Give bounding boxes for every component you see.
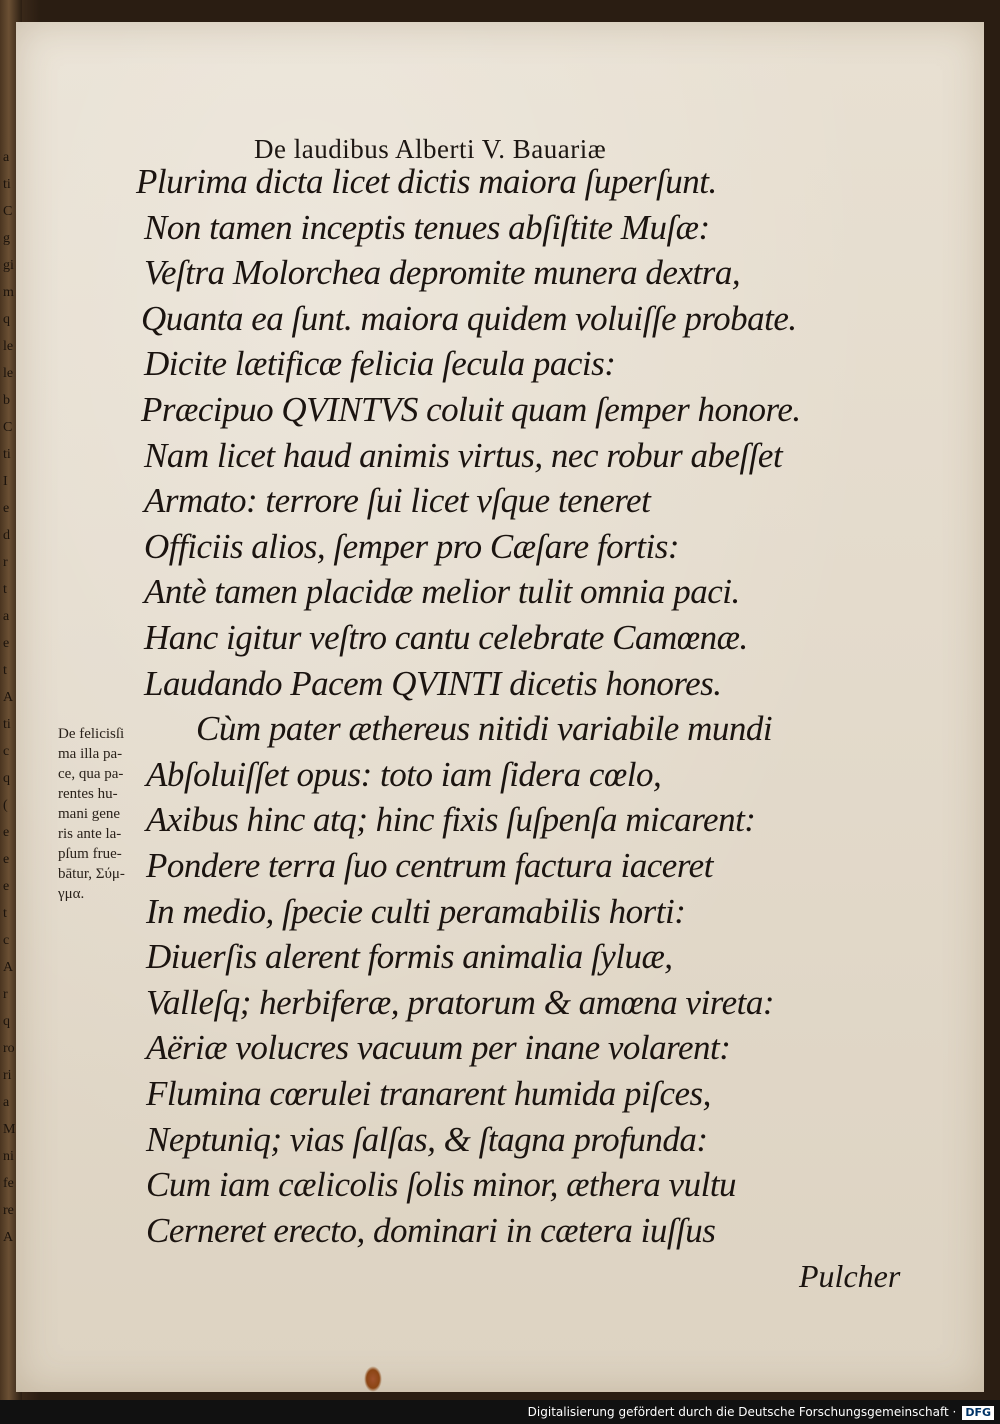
verse-line: Plurima dicta licet dictis maiora ſuperſunt. <box>136 162 717 201</box>
adjacent-page-fragment: e <box>3 501 10 516</box>
adjacent-page-fragment: c <box>3 744 10 759</box>
adjacent-page-fragment: t <box>3 906 7 921</box>
verse-line: Hanc igitur veſtro cantu celebrate Camœnæ. <box>144 618 748 657</box>
digitization-footer <box>0 1400 1000 1424</box>
marginal-note-line: De felicisſi <box>58 726 125 742</box>
adjacent-page-fragment: m <box>3 285 14 300</box>
adjacent-page-fragment: A <box>3 690 14 705</box>
verse-line: Non tamen inceptis tenues abſiſtite Muſæ: <box>144 207 710 247</box>
adjacent-page-fragment: ti <box>3 177 11 192</box>
adjacent-page-fragment: q <box>3 312 10 327</box>
adjacent-page-fragment: r <box>3 987 8 1002</box>
marginal-note-line: ma illa pa- <box>58 746 123 762</box>
adjacent-page-fragment: r <box>3 555 8 570</box>
marginal-note-line: rentes hu- <box>58 786 118 802</box>
marginal-note-line: γμα. <box>58 886 85 902</box>
adjacent-page-fragment: le <box>3 366 14 381</box>
verse-line: Officiis alios, ſemper pro Cæſare fortis: <box>144 526 679 566</box>
adjacent-page-fragment: ( <box>3 798 8 813</box>
verse-line: Antè tamen placidæ melior tulit omnia paci. <box>144 572 740 612</box>
verse-line: Armato: terrore ſui licet vſque teneret <box>144 481 651 521</box>
verse-line: Flumina cœrulei tranarent humida piſces, <box>146 1074 711 1113</box>
verse-line: Neptuniq; vias ſalſas, & ſtagna profunda: <box>146 1119 708 1159</box>
verse-line: Quanta ea ſunt. maiora quidem voluiſſe probate. <box>141 298 797 338</box>
running-header: De laudibus Alberti V. Bauariæ <box>254 134 607 164</box>
dfg-logo-icon: DFG <box>962 1406 994 1420</box>
verse-line: Cum iam cælicolis ſolis minor, æthera vultu <box>146 1165 737 1205</box>
verse-line: Abſoluiſſet opus: toto iam ſidera cœlo, <box>146 754 662 794</box>
adjacent-page-fragment: g <box>3 231 10 246</box>
adjacent-page-fragment: ni <box>3 1149 14 1164</box>
adjacent-page-fragment: q <box>3 771 10 786</box>
adjacent-page-fragment: ro <box>3 1041 15 1056</box>
adjacent-page-fragment: ri <box>3 1068 12 1083</box>
verse-line: Cerneret erecto, dominari in cætera iuſſus <box>146 1210 716 1250</box>
adjacent-page-fragment: ti <box>3 447 11 462</box>
verse-line: Aëriæ volucres vacuum per inane volarent: <box>146 1028 731 1068</box>
marginal-note-line: bātur, Σύμ- <box>58 866 125 882</box>
adjacent-page-fragment: a <box>3 1095 10 1110</box>
marginal-note-line: pſum frue- <box>58 846 122 862</box>
verse-line: Axibus hinc atq; hinc fixis ſuſpenſa micarent: <box>146 800 756 840</box>
footer-credit: Digitalisierung gefördert durch die Deutsche Forschungsgemeinschaft · <box>527 1405 957 1419</box>
marginal-note-line: ce, qua pa- <box>58 766 124 782</box>
adjacent-page-fragment: c <box>3 933 10 948</box>
adjacent-page-fragment: b <box>3 393 10 408</box>
adjacent-page-fragment: fe <box>3 1176 14 1191</box>
adjacent-page-fragment: gi <box>3 258 14 273</box>
ink-stain <box>364 1366 382 1392</box>
adjacent-page-fragment: q <box>3 1014 10 1029</box>
adjacent-page-fragment: A <box>3 960 14 975</box>
verse-line: Cùm pater æthereus nitidi variabile mundi <box>196 709 773 749</box>
adjacent-page-fragment: I <box>3 474 8 489</box>
adjacent-page-fragment: e <box>3 636 10 651</box>
adjacent-page-fragment: d <box>3 528 10 543</box>
verse-line: Dicite lætificæ felicia ſecula pacis: <box>144 344 616 384</box>
adjacent-page-fragment: t <box>3 582 7 597</box>
adjacent-page-fragment: e <box>3 879 10 894</box>
catchword: Pulcher <box>799 1258 901 1294</box>
adjacent-page-fragment: C <box>3 420 13 435</box>
adjacent-page-fragment: le <box>3 339 14 354</box>
book-page <box>16 22 984 1392</box>
marginal-note-line: ris ante la- <box>58 826 122 842</box>
verse-line: Valleſq; herbiferæ, pratorum & amœna vireta: <box>146 982 775 1022</box>
adjacent-page-fragment: A <box>3 1230 14 1245</box>
adjacent-page-fragment: e <box>3 825 10 840</box>
adjacent-page-fragment: t <box>3 663 7 678</box>
marginal-note <box>58 724 168 904</box>
verse-line: Laudando Pacem QVINTI dicetis honores. <box>144 663 722 703</box>
adjacent-page-fragment: a <box>3 609 10 624</box>
verse-line: Pondere terra ſuo centrum factura iaceret <box>146 846 713 885</box>
adjacent-page-fragment: C <box>3 204 13 219</box>
verse-line: Veſtra Molorchea depromite munera dextra, <box>144 253 741 293</box>
adjacent-page-fragment: e <box>3 852 10 867</box>
adjacent-page-fragment: re <box>3 1203 14 1218</box>
adjacent-page-fragment: M <box>3 1122 16 1137</box>
adjacent-page-fragment: ti <box>3 717 11 732</box>
verse-line: Diuerſis alerent formis animalia ſyluæ, <box>146 937 673 977</box>
adjacent-page-fragment: a <box>3 150 10 165</box>
verse-line: In medio, ſpecie culti peramabilis horti: <box>146 891 686 931</box>
marginal-note-line: mani gene <box>58 806 121 822</box>
verse-line: Præcipuo QVINTVS coluit quam ſemper honore. <box>141 390 801 429</box>
verse-line: Nam licet haud animis virtus, nec robur abeſſet <box>144 435 783 475</box>
